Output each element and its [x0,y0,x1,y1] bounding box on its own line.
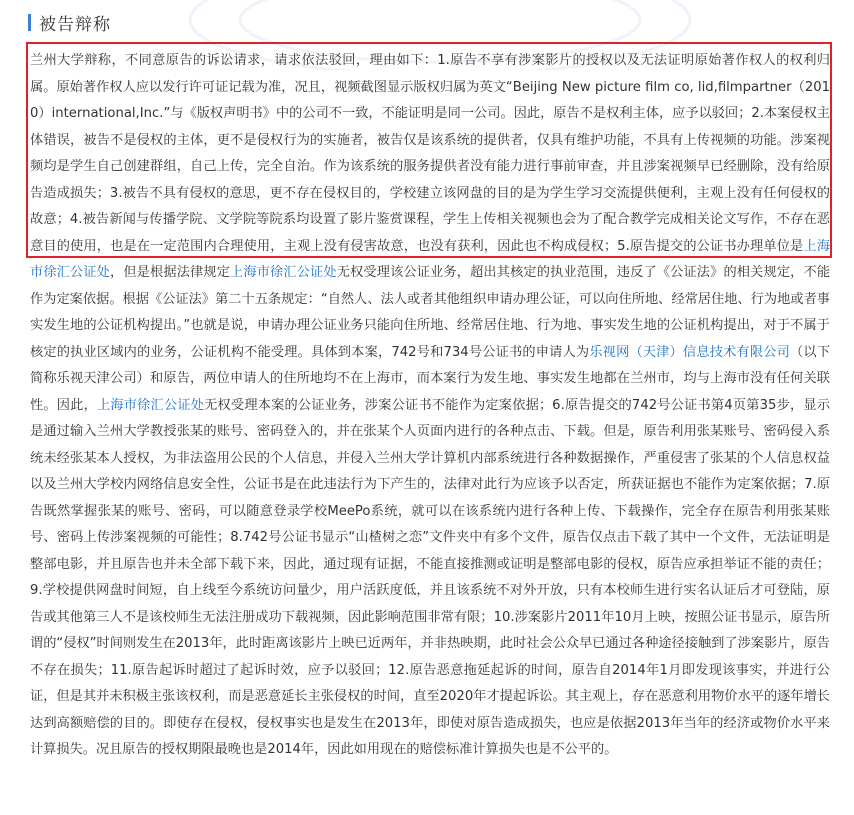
company-link[interactable]: 乐视网（天津）信息技术有限公司 [589,344,791,360]
text-segment: ，但是根据法律规定 [110,265,231,280]
text-segment: 无权受理该公证业务，超出其核定的执业范围，违反了《公证法》的相关规定，不能作为定案依据。根据《公证法》第二十五条规定：“自然人、法人或者其他组织申请办理公证，可以向住所地、经常居住地、行为地或者事实发生地的公证机构提出。”也就是说，申请办理公证业务只能向住所地、经常居住地、行为地、事实发生地的公证机构提出，对于不属于核定的执业区域内的业务，公证机构不能受理。具体到本案，742号和734号公证书的申请人为 [30,265,831,360]
defendant-argument-text [30,48,830,764]
section-header [28,10,111,34]
notary-office-link[interactable]: 上海市徐汇公证处 [30,238,831,280]
notary-office-link[interactable]: 上海市徐汇公证处 [96,397,205,413]
section-accent-bar [28,14,31,31]
notary-office-link[interactable]: 上海市徐汇公证处 [230,265,337,280]
text-segment: （以下简称乐视天津公司）和原告，两位申请人的住所地均不在上海市，而本案行为发生地、事实发生地都在兰州市，均与上海市没有任何关联性。因此， [30,344,831,413]
text-segment: 兰州大学辩称，不同意原告的诉讼请求，请求依法驳回，理由如下：1.原告不享有涉案影片的授权以及无法证明原始著作权人的权利归属。原始著作权人应以发行许可证记载为准，况且，视频截图显示版权归属为英文“Beijing New picture film co, lid,filmpartner（2010）international,Inc.”与《版权声明书》中的公司不一致，不能证明是同一公司。因此，原告不是权利主体，应予以驳回；2.本案侵权主体错误，被告不是侵权的主体，更不是侵权行为的实施者，被告仅是该系统的提供者，仅具有维护功能，不具有上传视频的功能。涉案视频均是学生自己创建群组，自己上传，完全自治。作为该系统的服务提供者没有能力进行事前审查，并且涉案视频早已经删除，没有给原告造成损失；3.被告不具有侵权的意思，更不存在侵权目的，学校建立该网盘的目的是为学生学习交流提供便利，主观上没有任何侵权的故意；4.被告新闻与传播学院、文学院等院系均设置了影片鉴赏课程，学生上传相关视频也会为了配合教学完成相关论文写作，不存在恶意目的使用，也是在一定范围内合理使用，主观上没有侵害故意，也没有获利，因此也不构成侵权；5.原告提交的公证书办理单位是 [30,53,830,254]
text-segment: 无权受理本案的公证业务，涉案公证书不能作为定案依据；6.原告提交的742号公证书第4页第35步，显示是通过输入兰州大学教授张某的账号、密码登入的，并在张某个人页面内进行的各种点击、下载。但是，原告利用张某账号、密码侵入系统未经张某本人授权，为非法盗用公民的个人信息，并侵入兰州大学计算机内部系统进行各种数据操作，严重侵害了张某的个人信息权益以及兰州大学校内网络信息安全性，公证书是在此违法行为下产生的，法律对此行为应该予以否定，所获证据也不能作为定案依据；7.原告既然掌握张某的账号、密码，可以随意登录学校MeePo系统，就可以在该系统内进行各种上传、下载操作，完全存在原告利用张某账号、密码上传涉案视频的可能性；8.742号公证书显示“山楂树之恋”文件夹中有多个文件，原告仅点击下载了其中一个文件，无法证明是整部电影，并且原告也并未全部下载下来，因此，通过现有证据，不能直接推测或证明是整部电影的侵权，原告应承担举证不能的责任；9.学校提供网盘时间短，自上线至今系统访问量少，用户活跃度低，并且该系统不对外开放，只有本校师生进行实名认证后才可登陆，原告或其他第三人不是该校师生无法注册成功下载视频，因此影响范围非常有限；10.涉案影片2011年10月上映，按照公证书显示，原告所谓的“侵权”时间则发生在2013年，此时距离该影片上映已近两年，并非热映期，此时社会公众早已通过各种途径接触到了涉案影片，原告不存在损失；11.原告起诉时超过了起诉时效，应予以驳回；12.原告恶意拖延起诉的时间，原告自2014年1月即发现该事实，并进行公证，但是其并未积极主张该权利，而是恶意延长主张侵权的时间，直至2020年才提起诉讼。其主观上，存在恶意利用物价水平的逐年增长达到高额赔偿的目的。即使存在侵权，侵权事实也是发生在2013年，即使对原告造成损失，也应是依据2013年当年的经济或物价水平来计算损失。况且原告的授权期限最晚也是2014年，因此如用现在的赔偿标准计算损失也是不公平的。 [30,397,831,757]
argument-paragraph [30,48,830,764]
section-title: 被告辩称 [39,14,111,35]
